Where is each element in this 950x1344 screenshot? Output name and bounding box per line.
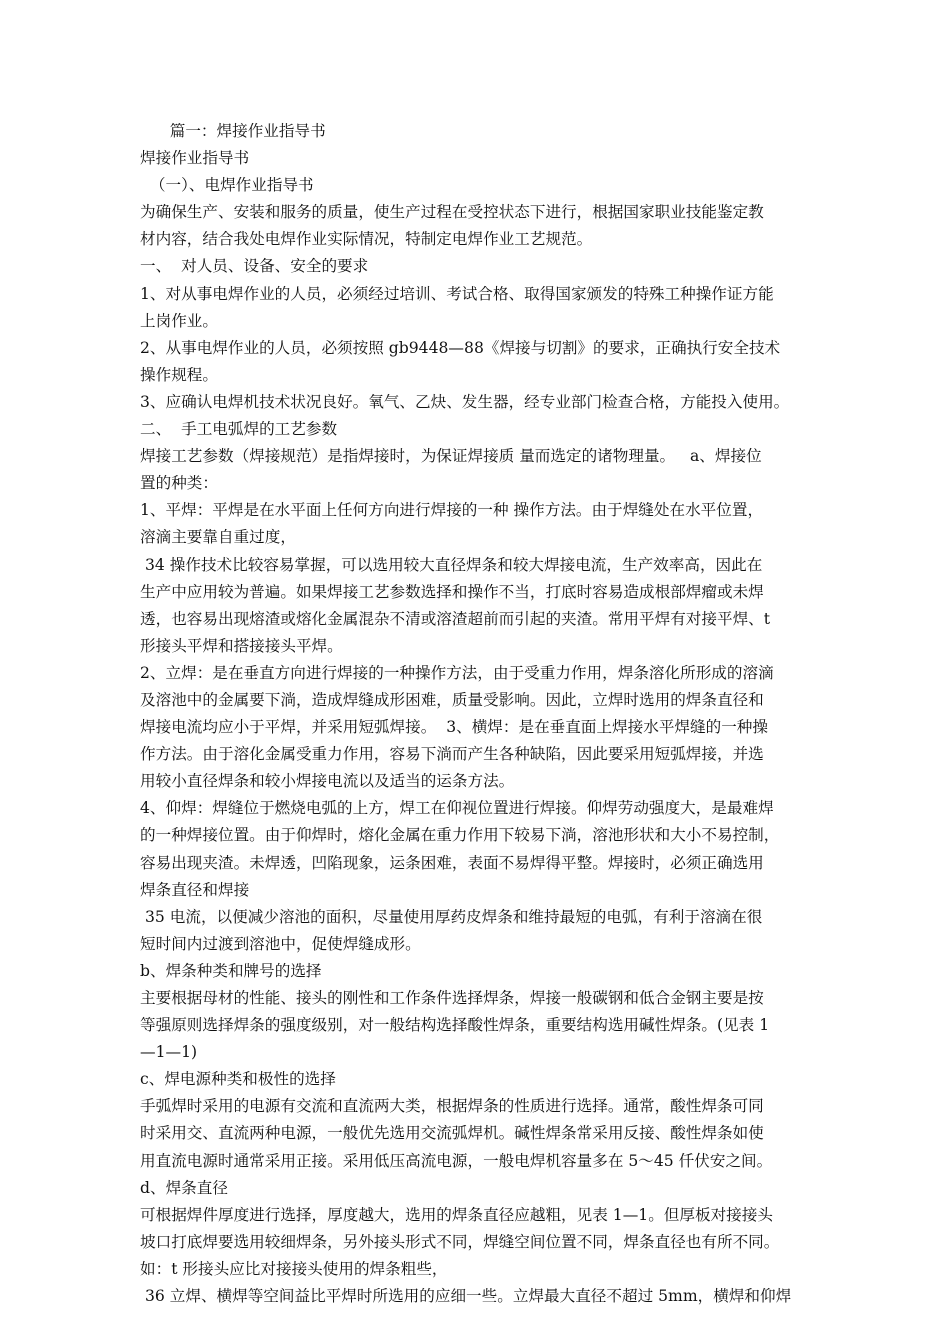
text-line: 上岗作业。 [140, 311, 218, 330]
text-line: 透，也容易出现熔渣或熔化金属混杂不清或溶渣超前而引起的夹渣。常用平焊有对接平焊、t [140, 609, 771, 628]
text-line: 材内容，结合我处电焊作业实际情况，特制定电焊作业工艺规范。 [140, 230, 593, 249]
text-line: 短时间内过渡到溶池中，促使焊缝成形。 [140, 934, 421, 953]
text-line: 时采用交、直流两种电源，一般优先选用交流弧焊机。碱性焊条常采用反接、酸性焊条如使 [140, 1124, 764, 1143]
text-line: 可根据焊件厚度进行选择，厚度越大，选用的焊条直径应越粗，见表 1—1。但厚板对接接头 [140, 1205, 773, 1224]
text-line: 焊接电流均应小于平焊，并采用短弧焊接。 3、横焊：是在垂直面上焊接水平焊缝的一种操 [140, 718, 768, 737]
text-line: 一、 对人员、设备、安全的要求 [140, 257, 369, 276]
document-body [140, 118, 812, 1310]
text-line: 二、 手工电弧焊的工艺参数 [140, 420, 338, 439]
text-line: 形接头平焊和搭接接头平焊。 [140, 636, 343, 655]
text-line: 篇一：焊接作业指导书 [140, 122, 326, 140]
text-line: 主要根据母材的性能、接头的刚性和工作条件选择焊条，焊接一般碳钢和低合金钢主要是按 [140, 989, 764, 1007]
text-line: 为确保生产、安装和服务的质量，使生产过程在受控状态下进行，根据国家职业技能鉴定教 [140, 203, 764, 222]
text-line: 1、对从事电焊作业的人员，必须经过培训、考试合格、取得国家颁发的特殊工种操作证方能 [140, 284, 774, 303]
text-line: 如：t 形接头应比对接接头使用的焊条粗些， [140, 1259, 448, 1278]
text-line: 焊接工艺参数（焊接规范）是指焊接时，为保证焊接质 量而选定的诸物理量。 a、焊接位 [140, 447, 762, 466]
text-line: —1—1) [140, 1043, 198, 1062]
text-line: 等强原则选择焊条的强度级别，对一般结构选择酸性焊条，重要结构选用碱性焊条。(见表 1 [140, 1016, 770, 1035]
text-line: 36 立焊、横焊等空间益比平焊时所选用的应细一些。立焊最大直径不超过 5mm，横焊和仰焊 [140, 1287, 792, 1306]
text-line: 坡口打底焊要选用较细焊条，另外接头形式不同，焊缝空间位置不同，焊条直径也有所不同。 [140, 1232, 780, 1251]
text-line: 34 操作技术比较容易掌握，可以选用较大直径焊条和较大焊接电流，生产效率高，因此在 [140, 555, 763, 574]
text-line: 3、应确认电焊机技术状况良好。氧气、乙炔、发生器，经专业部门检查合格，方能投入使用。 [140, 392, 790, 411]
text-line: 35 电流，以便减少溶池的面积，尽量使用厚药皮焊条和维持最短的电弧，有利于溶滴在很 [140, 907, 763, 926]
text-line: 1、平焊：平焊是在水平面上任何方向进行焊接的一种 操作方法。由于焊缝处在水平位置， [140, 501, 764, 520]
text-line: 用较小直径焊条和较小焊接电流以及适当的运条方法。 [140, 772, 515, 791]
text-line: b、焊条种类和牌号的选择 [140, 961, 322, 980]
text-line: 用直流电源时通常采用正接。采用低压高流电源，一般电焊机容量多在 5～45 仟伏安之间。 [140, 1151, 773, 1170]
text-line: 2、从事电焊作业的人员，必须按照 gb9448—88《焊接与切割》的要求，正确执行安全技术 [140, 338, 781, 357]
text-line: c、焊电源种类和极性的选择 [140, 1070, 336, 1089]
text-line: 置的种类： [140, 474, 218, 493]
text-line: 及溶池中的金属要下淌，造成焊缝成形困难，质量受影响。因此，立焊时选用的焊条直径和 [140, 690, 764, 709]
text-line: 操作规程。 [140, 365, 218, 384]
text-line: 2、立焊：是在垂直方向进行焊接的一种操作方法，由于受重力作用，焊条溶化所形成的溶滴 [140, 663, 774, 682]
text-line: 4、仰焊：焊缝位于燃烧电弧的上方，焊工在仰视位置进行焊接。仰焊劳动强度大，是最难焊 [140, 799, 774, 818]
text-line: 焊条直径和焊接 [140, 880, 250, 899]
text-line: 容易出现夹渣。未焊透，凹陷现象，运条困难，表面不易焊得平整。焊接时，必须正确选用 [140, 853, 764, 872]
text-line: 的一种焊接位置。由于仰焊时，熔化金属在重力作用下较易下淌，溶池形状和大小不易控制， [140, 826, 780, 845]
text-line: （一）、电焊作业指导书 [140, 176, 314, 195]
text-line: 生产中应用较为普遍。如果焊接工艺参数选择和操作不当，打底时容易造成根部焊瘤或未焊 [140, 582, 764, 601]
text-line: 焊接作业指导书 [140, 149, 250, 168]
text-line: d、焊条直径 [140, 1178, 228, 1197]
text-line: 作方法。由于溶化金属受重力作用，容易下淌而产生各种缺陷，因此要采用短弧焊接，并选 [140, 745, 764, 764]
text-line: 溶滴主要靠自重过度， [140, 528, 296, 547]
text-line: 手弧焊时采用的电源有交流和直流两大类，根据焊条的性质进行选择。通常，酸性焊条可同 [140, 1097, 764, 1116]
